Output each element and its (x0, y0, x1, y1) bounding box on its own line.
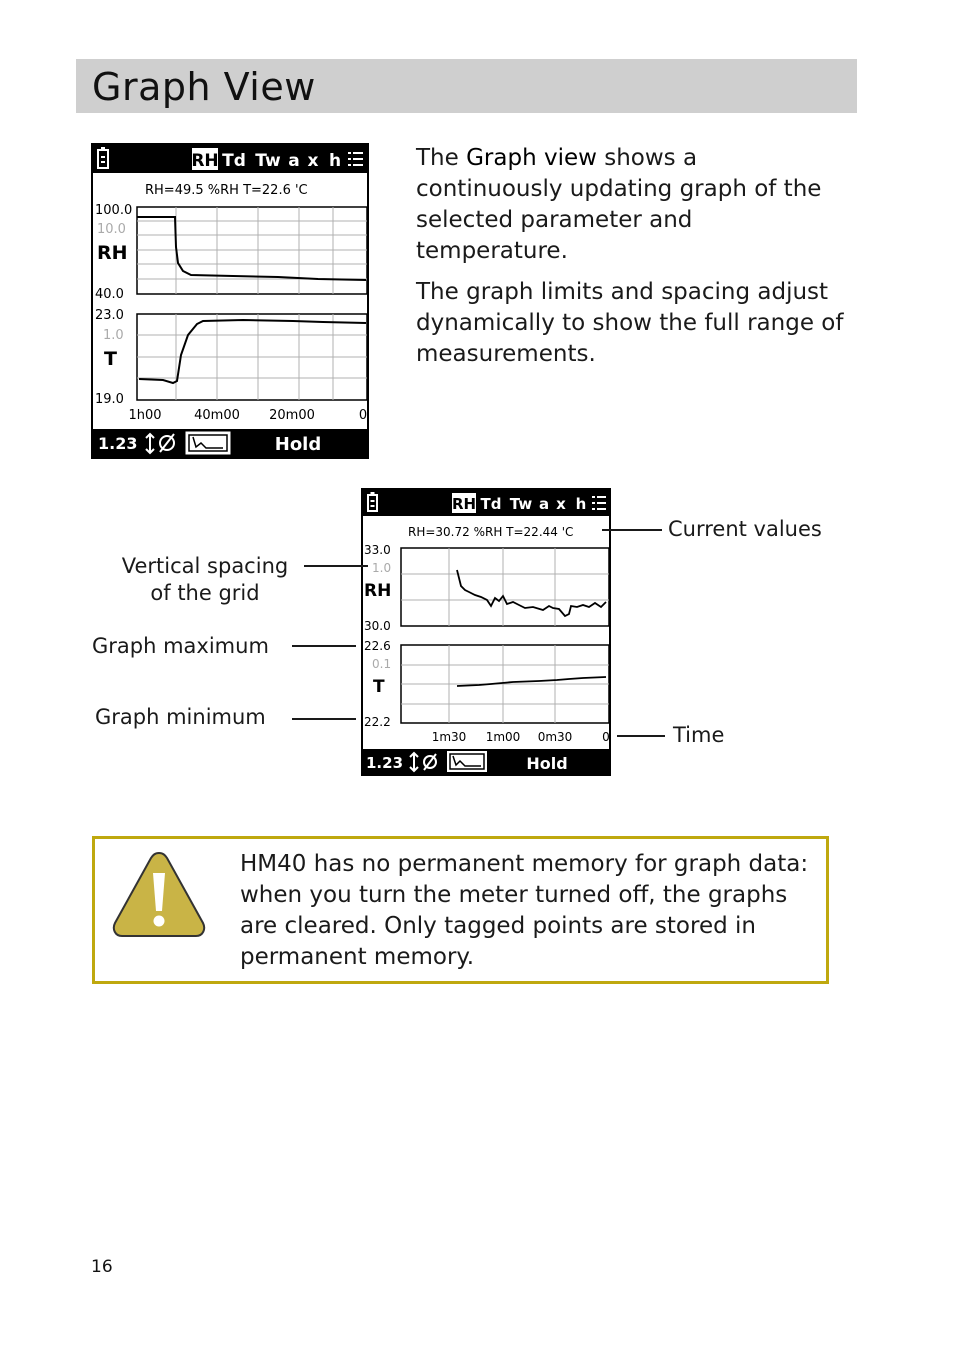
leader-graph-maximum (292, 645, 356, 647)
rh-axis-label: RH (364, 581, 392, 601)
t-axis-label: T (104, 348, 117, 370)
intro-paragraph-1 (416, 143, 846, 267)
rh-plot (137, 207, 367, 294)
tab-tw[interactable]: Tw (255, 151, 281, 171)
annotation-vertical-spacing-line2: of the grid (150, 581, 260, 605)
tab-td[interactable]: Td (480, 495, 502, 513)
t-grid-spacing: 0.1 (372, 657, 392, 671)
tab-tw[interactable]: Tw (509, 495, 533, 513)
annotation-vertical-spacing-line1: Vertical spacing (121, 554, 289, 578)
time-label-2: 40m00 (194, 408, 240, 423)
intro-p1-before: The (416, 145, 467, 171)
leader-current-values (602, 529, 662, 531)
time-label-4: 0 (358, 408, 368, 423)
rh-grid-spacing: 1.0 (372, 561, 392, 575)
time-label-1: 1m30 (431, 730, 467, 744)
t-grid-spacing: 1.0 (103, 328, 124, 343)
warning-box (92, 836, 829, 984)
rh-graph-minimum: 30.0 (364, 619, 391, 633)
tab-x[interactable]: x (556, 495, 566, 513)
warning-text: HM40 has no permanent memory for graph data: when you turn the meter turned off, the graphs are cleared. Only tagged points are stored in permanent memory. (240, 851, 809, 970)
intro-text (416, 143, 846, 380)
t-plot (137, 314, 367, 400)
tab-rh[interactable]: RH (451, 495, 477, 513)
warning-triangle-icon (111, 849, 207, 941)
current-readout: RH=49.5 %RH T=22.6 'C (145, 183, 308, 198)
tab-a[interactable]: a (288, 151, 300, 171)
rh-plot (401, 548, 609, 626)
intro-p1-highlight: Graph view (466, 145, 597, 171)
t-graph-maximum: 22.6 (364, 639, 391, 653)
section-title-bar (76, 59, 857, 113)
hold-button[interactable]: Hold (274, 434, 322, 455)
tab-td[interactable]: Td (222, 151, 246, 171)
annotation-graph-minimum: Graph minimum (95, 705, 266, 729)
tab-h[interactable]: h (575, 495, 587, 513)
device-screen-2 (361, 488, 611, 776)
graph-mode-icon[interactable] (447, 751, 487, 772)
footer-number-button[interactable]: 1.23 (98, 434, 138, 453)
time-label-2: 1m00 (485, 730, 521, 744)
leader-time (617, 735, 665, 737)
tab-h[interactable]: h (328, 151, 342, 171)
rh-axis-label: RH (97, 242, 128, 264)
rh-graph-minimum: 40.0 (95, 287, 124, 302)
device-screen-1 (91, 143, 369, 459)
rh-graph-maximum: 100.0 (95, 203, 133, 218)
rh-graph-maximum: 33.0 (364, 543, 391, 557)
current-readout: RH=30.72 %RH T=22.44 'C (408, 525, 574, 539)
annotation-vertical-spacing (100, 553, 310, 607)
t-plot (401, 645, 609, 723)
rh-grid-spacing: 10.0 (97, 222, 126, 237)
graph-mode-icon[interactable] (186, 432, 230, 454)
t-graph-maximum: 23.0 (95, 308, 124, 323)
hold-button[interactable]: Hold (526, 754, 568, 773)
annotation-current-values: Current values (668, 517, 822, 541)
annotation-graph-maximum: Graph maximum (92, 634, 269, 658)
intro-p1-after: shows a continuously updating graph of the selected parameter and temperature. (416, 145, 822, 264)
time-label-1: 1h00 (128, 408, 162, 423)
leader-graph-minimum (292, 718, 356, 720)
tab-a[interactable]: a (538, 495, 550, 513)
intro-paragraph-2: The graph limits and spacing adjust dynamically to show the full range of measurements. (416, 279, 844, 367)
t-graph-minimum: 19.0 (95, 392, 124, 407)
leader-vertical-spacing (304, 565, 368, 567)
tab-rh[interactable]: RH (191, 151, 219, 171)
t-axis-label: T (373, 677, 385, 697)
time-label-3: 0m30 (537, 730, 573, 744)
page-title: Graph View (92, 65, 316, 109)
t-graph-minimum: 22.2 (364, 715, 391, 729)
annotation-time: Time (673, 723, 725, 747)
footer-number-button[interactable]: 1.23 (366, 754, 404, 772)
time-label-4: 0 (602, 730, 610, 744)
tab-x[interactable]: x (307, 151, 319, 171)
page-number: 16 (91, 1257, 113, 1277)
time-label-3: 20m00 (269, 408, 315, 423)
